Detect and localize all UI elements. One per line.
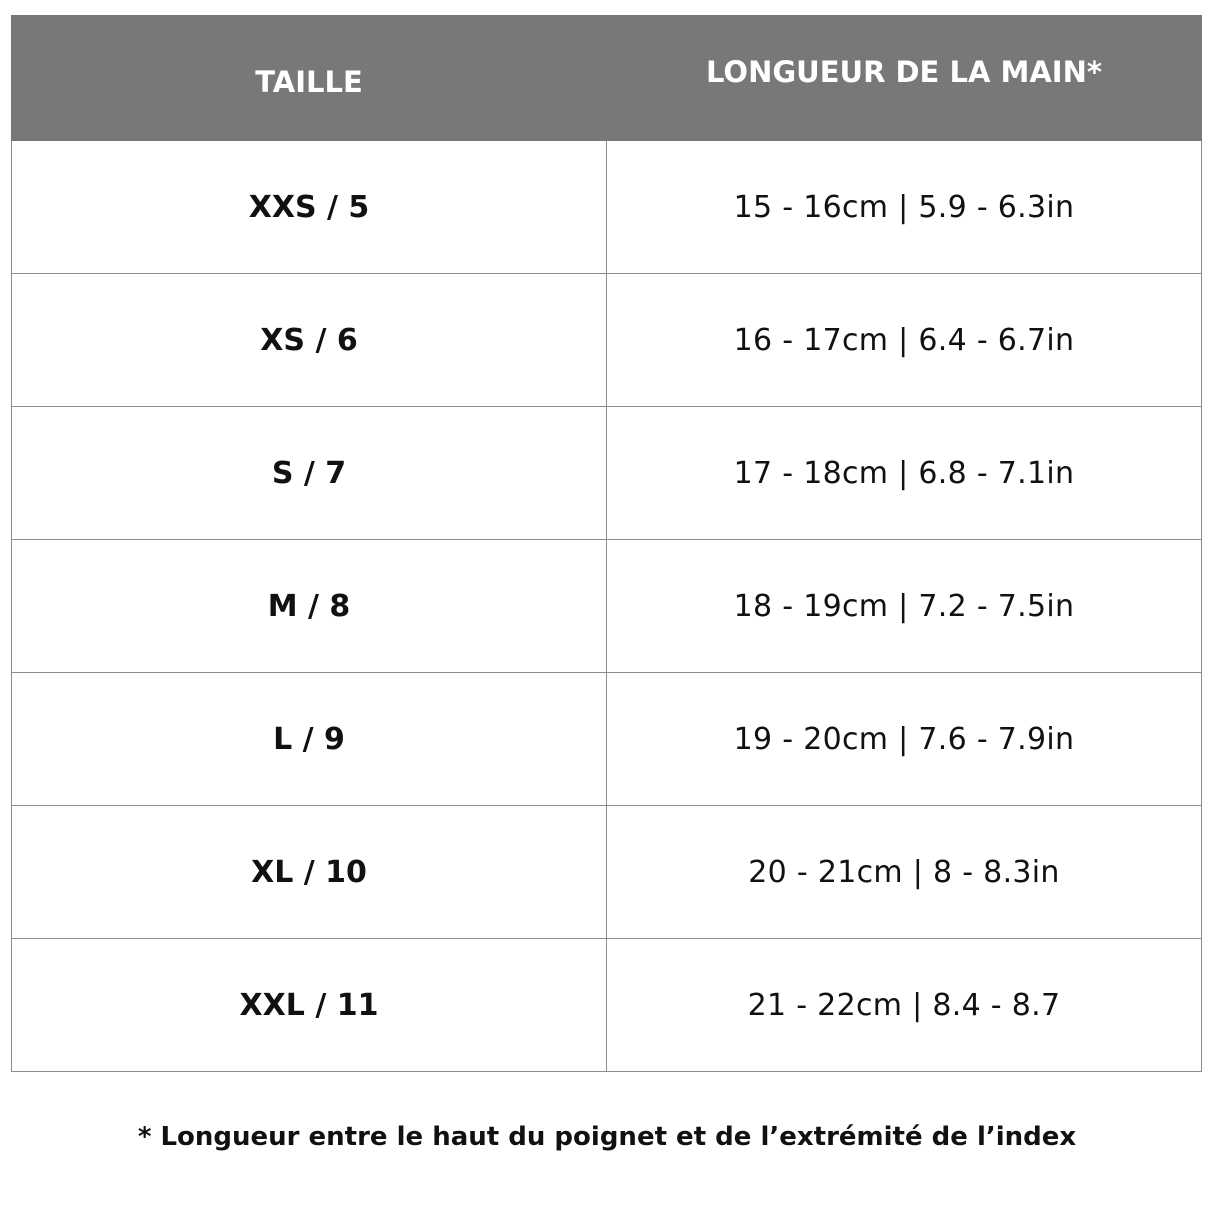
size-cell: XS / 6 (12, 274, 607, 407)
length-cell: 21 - 22cm | 8.4 - 8.7 (607, 939, 1202, 1072)
length-cell: 20 - 21cm | 8 - 8.3in (607, 806, 1202, 939)
length-cell: 15 - 16cm | 5.9 - 6.3in (607, 141, 1202, 274)
length-cell: 18 - 19cm | 7.2 - 7.5in (607, 540, 1202, 673)
table-row (12, 673, 1202, 806)
header-size: TAILLE (12, 16, 607, 141)
size-chart-body (12, 141, 1202, 1072)
table-row (12, 939, 1202, 1072)
header-hand-length: LONGUEUR DE LA MAIN* (607, 16, 1202, 141)
length-cell: 19 - 20cm | 7.6 - 7.9in (607, 673, 1202, 806)
header-row (12, 16, 1202, 141)
footnote: * Longueur entre le haut du poignet et de l’extrémité de l’index (137, 1122, 1077, 1152)
table-row (12, 806, 1202, 939)
length-cell: 17 - 18cm | 6.8 - 7.1in (607, 407, 1202, 540)
table-row (12, 274, 1202, 407)
size-chart-header (12, 16, 1202, 141)
size-cell: XXS / 5 (12, 141, 607, 274)
table-row (12, 141, 1202, 274)
table-row (12, 407, 1202, 540)
table-row (12, 540, 1202, 673)
size-cell: XL / 10 (12, 806, 607, 939)
size-chart-table (11, 15, 1202, 1072)
size-cell: S / 7 (12, 407, 607, 540)
length-cell: 16 - 17cm | 6.4 - 6.7in (607, 274, 1202, 407)
size-cell: L / 9 (12, 673, 607, 806)
size-cell: M / 8 (12, 540, 607, 673)
size-cell: XXL / 11 (12, 939, 607, 1072)
